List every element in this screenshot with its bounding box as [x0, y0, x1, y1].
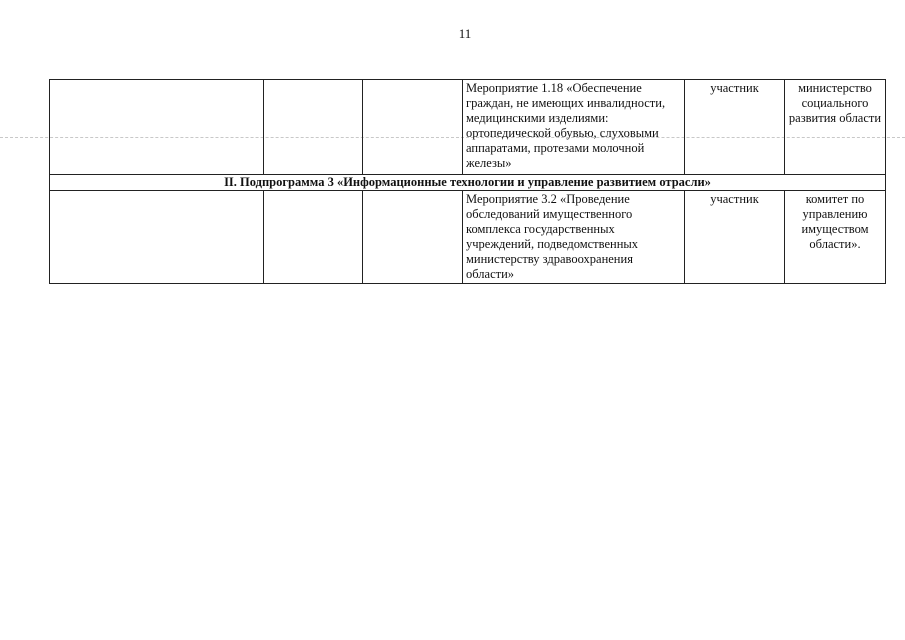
subprogram-title: II. Подпрограмма 3 «Информационные технологии и управление развитием отрасли»	[50, 175, 886, 191]
activity-cell: Мероприятие 1.18 «Обеспечение граждан, не имеющих инвалидности, медицинскими изделиями: ортопедической обувью, слуховыми аппаратами, протезами молочной железы»	[463, 80, 685, 175]
organization-cell: министерство социального развития области	[785, 80, 886, 175]
role-cell: участник	[685, 80, 785, 175]
page-number: 11	[458, 26, 472, 41]
role-cell: участник	[685, 191, 785, 284]
activity-cell: Мероприятие 3.2 «Проведение обследований имущественного комплекса государственных учреждений, подведомственных министерству здравоохранения области»	[463, 191, 685, 284]
table-row	[50, 80, 886, 175]
table-cell-empty	[264, 191, 363, 284]
table-cell-empty	[50, 191, 264, 284]
table-cell-empty	[363, 191, 463, 284]
table-cell-empty	[264, 80, 363, 175]
subprogram-header-row	[50, 175, 886, 191]
table-row	[50, 191, 886, 284]
table-cell-empty	[363, 80, 463, 175]
table-cell-empty	[50, 80, 264, 175]
organization-cell: комитет по управлению имуществом области».	[785, 191, 886, 284]
program-activities-table	[49, 79, 886, 284]
